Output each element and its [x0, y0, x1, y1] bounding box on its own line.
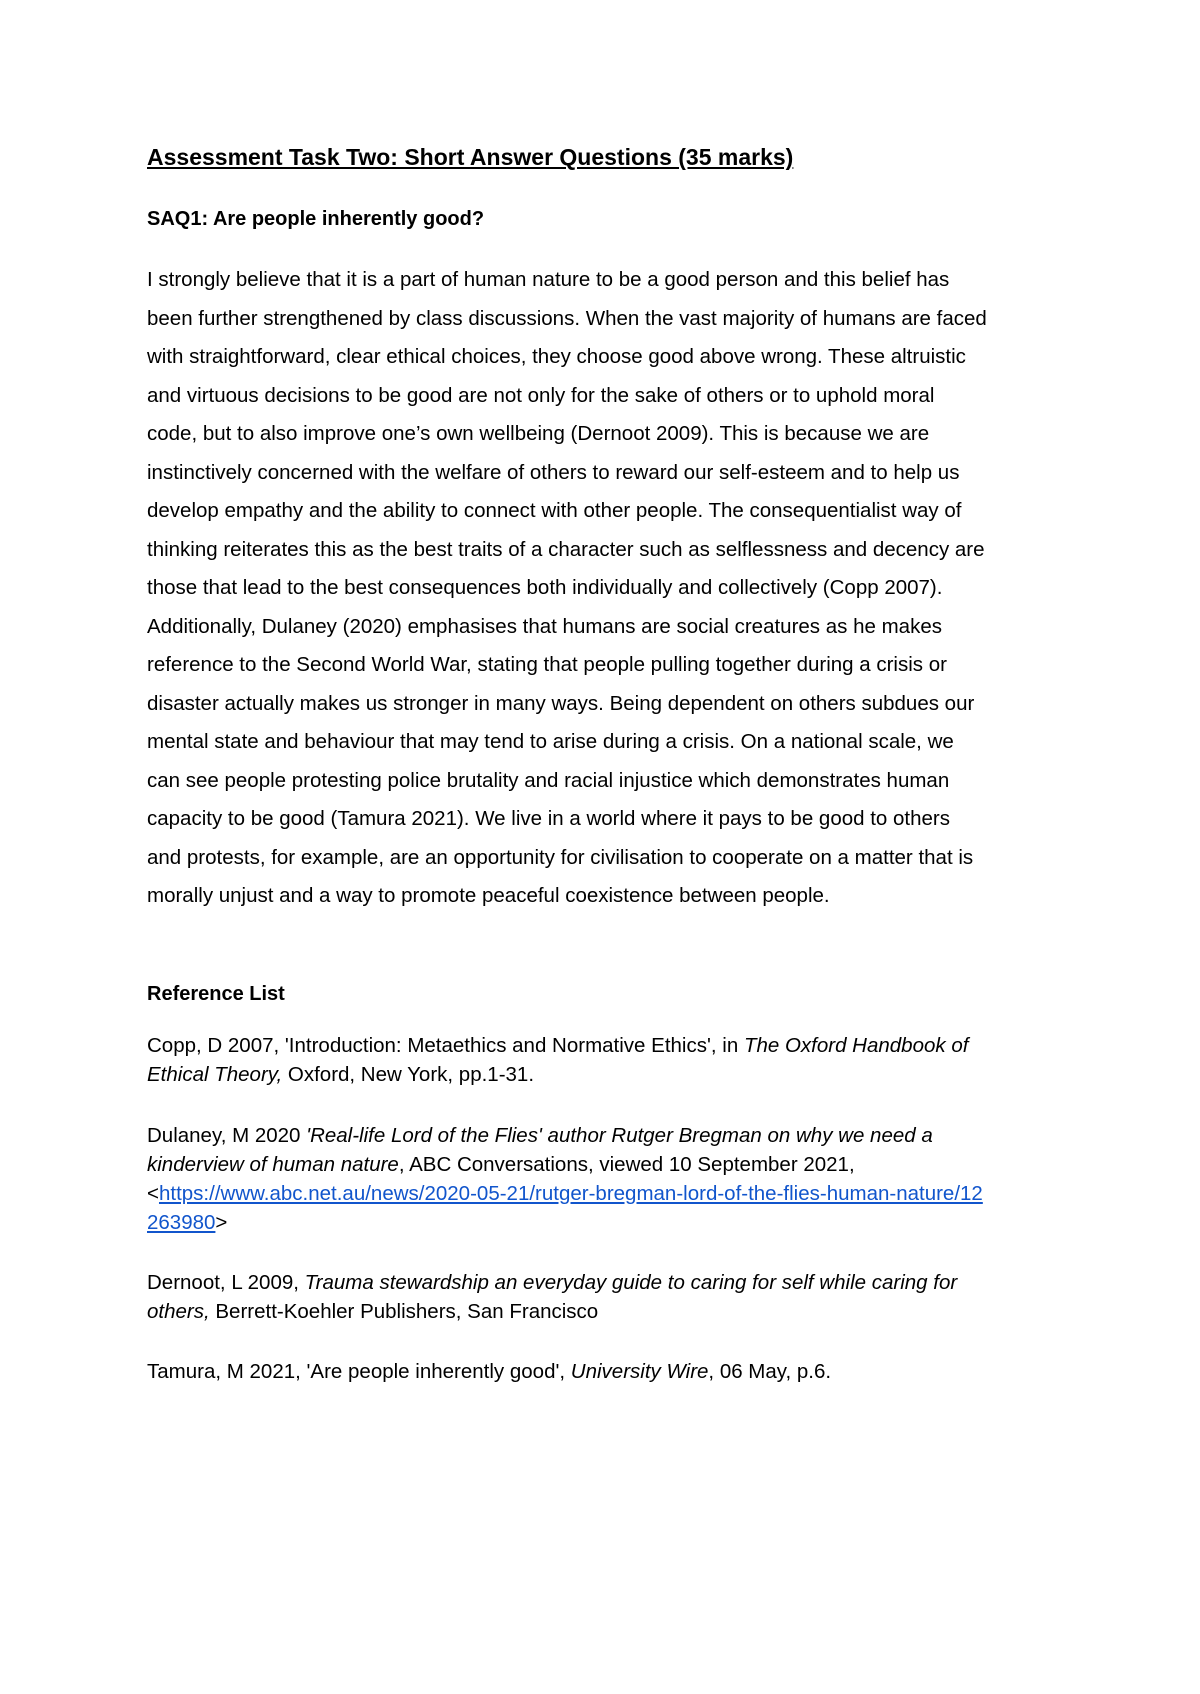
answer-line: thinking reiterates this as the best traits of a character such as selflessness and decency are	[147, 537, 985, 561]
answer-line: been further strengthened by class discussions. When the vast majority of humans are faced	[147, 306, 987, 330]
reference-source-title: Trauma stewardship an everyday guide to caring for self while caring for	[304, 1271, 958, 1294]
answer-line: those that lead to the best consequences both individually and collectively (Copp 2007).	[147, 576, 943, 599]
answer-line: can see people protesting police brutality and racial injustice which demonstrates human	[147, 768, 950, 792]
reference-text: Dernoot, L 2009,	[147, 1271, 305, 1294]
reference-copp	[147, 1031, 1067, 1089]
answer-line: morally unjust and a way to promote peaceful coexistence between people.	[147, 884, 830, 907]
answer-line: reference to the Second World War, stating that people pulling together during a crisis or	[147, 653, 947, 676]
reference-source-title: 'Real-life Lord of the Flies' author Rutger Bregman on why we need a	[306, 1124, 933, 1147]
answer-line: mental state and behaviour that may tend to arise during a crisis. On a national scale, we	[147, 730, 954, 753]
reference-tamura	[147, 1357, 1067, 1386]
reference-source-title: others,	[147, 1300, 210, 1323]
answer-line: Additionally, Dulaney (2020) emphasises that humans are social creatures as he makes	[147, 614, 942, 638]
answer-line: disaster actually makes us stronger in many ways. Being dependent on others subdues our	[147, 691, 975, 715]
reference-list-heading: Reference List	[147, 983, 285, 1005]
answer-line: develop empathy and the ability to connect with other people. The consequentialist way of	[147, 499, 962, 522]
question-heading: SAQ1: Are people inherently good?	[147, 208, 485, 230]
answer-paragraph	[147, 261, 1067, 916]
reference-line	[147, 1060, 1067, 1089]
answer-line: with straightforward, clear ethical choices, they choose good above wrong. These altruistic	[147, 345, 966, 368]
reference-source-title: The Oxford Handbook of	[743, 1034, 969, 1057]
reference-line	[147, 1031, 1067, 1060]
reference-text: Oxford, New York, pp.1-31.	[282, 1063, 535, 1086]
reference-text: Copp, D 2007, 'Introduction: Metaethics and Normative Ethics', in	[147, 1034, 744, 1057]
reference-source-title: University Wire	[570, 1360, 709, 1383]
reference-text: Berrett-Koehler Publishers, San Francisco	[209, 1300, 599, 1323]
document-title: Assessment Task Two: Short Answer Questions (35 marks)	[147, 144, 794, 170]
answer-line: instinctively concerned with the welfare of others to reward our self-esteem and to help us	[147, 460, 960, 484]
reference-text: <	[147, 1182, 159, 1205]
reference-dernoot	[147, 1268, 1067, 1326]
reference-line	[147, 1268, 1067, 1297]
reference-text: , 06 May, p.6.	[708, 1360, 832, 1383]
reference-dulaney	[147, 1121, 1067, 1237]
answer-line: and protests, for example, are an opportunity for civilisation to cooperate on a matter that is	[147, 845, 974, 869]
reference-text: >	[215, 1211, 228, 1234]
reference-line	[147, 1121, 1067, 1150]
answer-line: capacity to be good (Tamura 2021). We live in a world where it pays to be good to others	[147, 807, 950, 830]
reference-text: Dulaney, M 2020	[147, 1124, 307, 1147]
reference-line	[147, 1179, 1067, 1208]
reference-url-link-continued[interactable]: 263980	[147, 1211, 216, 1234]
reference-url-link[interactable]: https://www.abc.net.au/news/2020-05-21/rutger-bregman-lord-of-the-flies-human-nature/12	[158, 1182, 983, 1205]
reference-line	[147, 1297, 1067, 1326]
reference-text: Tamura, M 2021, 'Are people inherently good',	[147, 1360, 571, 1383]
reference-text: , ABC Conversations, viewed 10 September 2021,	[398, 1153, 855, 1176]
reference-line	[147, 1208, 1067, 1237]
reference-line	[147, 1357, 1067, 1386]
answer-line: and virtuous decisions to be good are not only for the sake of others or to uphold moral	[147, 383, 935, 407]
answer-line: I strongly believe that it is a part of human nature to be a good person and this belief has	[147, 268, 950, 291]
answer-line: code, but to also improve one’s own wellbeing (Dernoot 2009). This is because we are	[147, 422, 930, 445]
reference-line	[147, 1150, 1067, 1179]
reference-source-title: kinderview of human nature	[147, 1153, 399, 1176]
reference-source-title: Ethical Theory,	[147, 1063, 283, 1086]
